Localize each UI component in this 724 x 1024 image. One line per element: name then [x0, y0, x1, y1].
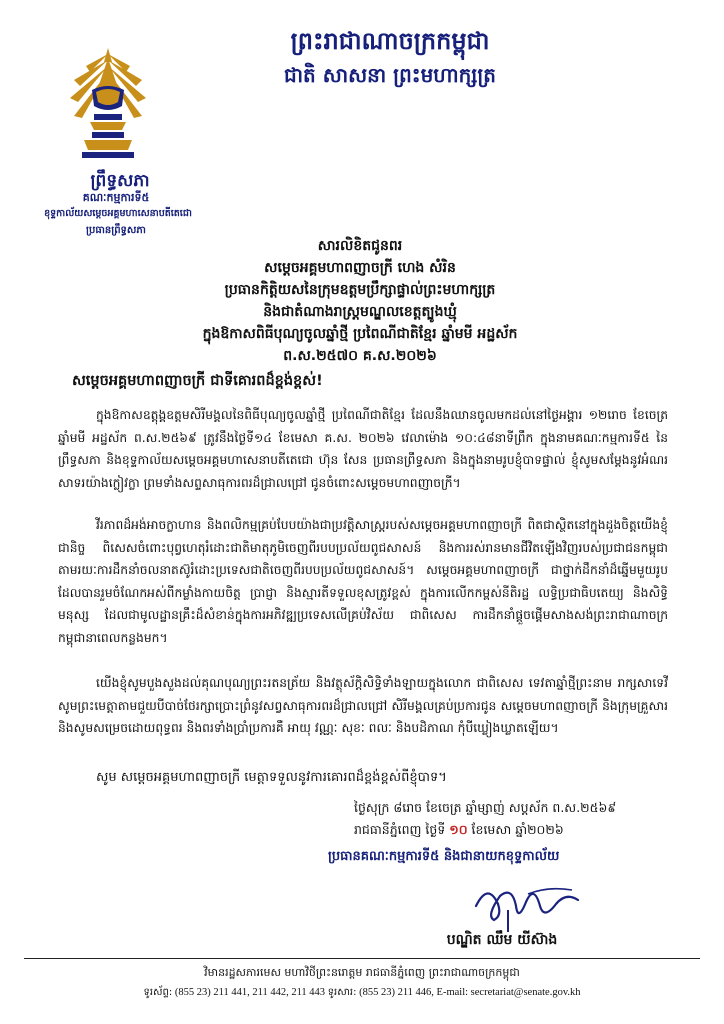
body-paragraph-1: ក្នុងឱកាសឧត្តុង្គឧត្តមសិរីមង្គលនៃពិធីបុណ្យចូលឆ្នាំថ្មី ប្រពៃណីជាតិខ្មែរ ដែលនឹងឈានចូលមកដល់នៅថ្ងៃអង្គារ ១២រោច ខែចេត្រ ឆ្នាំមមី អដ្ឋស័ក ព.ស.២៥៦៩ ត្រូវនឹងថ្ងៃទី១៤ ខែមេសា គ.ស. ២០២៦ វេលាម៉ោង ១០:៤៨នាទីព្រឹក ក្នុងនាមគណៈកម្មការទី៥ នៃព្រឹទ្ធសភា និងខុទ្ទកាល័យសម្ដេចអគ្គមហាសេនាបតីតេជោ ហ៊ុន សែន ប្រធានព្រឹទ្ធសភា និងក្នុងនាមរូបខ្ញុំបាទផ្ទាល់ ខ្ញុំសូមសម្ដែងនូវអំណរសាទរយ៉ាងក្លៀវក្លា ព្រមទាំងសព្ទសាធុការពរដ៏ជ្រាលជ្រៅ ជូនចំពោះសម្ដេចមហាពញាចក្រី។ — [58, 408, 668, 490]
office-label: ខុទ្ទកាល័យសម្ដេចអគ្គមហាសេនាបតីតេជោ — [44, 208, 192, 219]
national-motto: ជាតិ សាសនា ព្រះមហាក្សត្រ — [284, 63, 496, 87]
signer-name: បណ្ឌិត ឈឹម យីស៊ាង — [446, 932, 558, 948]
date-solar-suffix: ខែមេសា ឆ្នាំ២០២៦ — [471, 822, 564, 837]
senate-emblem-icon — [68, 44, 148, 160]
footer-address: វិមានរដ្ឋសភារមេស មហាវិថីព្រះនរោត្តម រាជធានីភ្នំពេញ ព្រះរាជាណាចក្រកម្ពុជា — [204, 966, 520, 979]
letter-heading-line3: ប្រធានកិត្តិយសនៃក្រុមឧត្តមប្រឹក្សាផ្ទាល់ព្រះមហាក្សត្រ — [224, 282, 496, 298]
senate-label: ព្រឹទ្ធសភា — [90, 171, 150, 191]
president-label: ប្រធានព្រឹទ្ធសភា — [86, 225, 146, 236]
letter-heading-line1: សារលិខិតជូនពរ — [317, 238, 403, 254]
handwritten-signature — [468, 876, 588, 934]
kingdom-title: ព្រះរាជាណាចក្រកម្ពុជា — [290, 27, 490, 55]
footer-divider — [24, 958, 700, 959]
body-paragraph-3: យើងខ្ញុំសូមបួងសួងដល់គុណបុណ្យព្រះរតនត្រ័យ និងវត្ថុស័ក្ដិសិទ្ធិទាំងឡាយក្នុងលោក ជាពិសេស ទេវតាឆ្នាំថ្មីព្រះនាម រាក្សសាទេវី សូមព្រះមេត្តាតាមជួយបីបាច់ថែរក្សាប្រោះព្រំនូវសព្វសាធុការពរដ៏ជ្រាលជ្រៅ សិរីមង្គលគ្រប់ប្រការជូន សម្ដេចមហាពញាចក្រី និងក្រុមគ្រួសារ និងសូមសម្រេចដោយពុទ្ធពរ និងពរទាំងប្រាំប្រការគឺ អាយុ វណ្ណៈ សុខៈ ពលៈ និងបដិភាណ កុំបីឃ្លៀងឃ្លាតឡើយ។ — [58, 676, 668, 735]
date-lunar: ថ្ងៃសុក្រ ៨រោច ខែចេត្រ ឆ្នាំម្សាញ់ សប្តស័ក ព.ស.២៥៦៩ — [354, 800, 617, 815]
closing-line: សូម សម្ដេចអគ្គមហាពញាចក្រី មេត្តាទទួលនូវការគោរពដ៏ខ្ពង់ខ្ពស់ពីខ្ញុំបាទ។ — [96, 770, 447, 785]
phone-numbers: (855 23) 211 441, 211 442, 211 443 — [174, 987, 326, 998]
letter-heading-line5: ក្នុងឱកាសពិធីបុណ្យចូលឆ្នាំថ្មី ប្រពៃណីជាតិខ្មែរ ឆ្នាំមមី អដ្ឋស័ក — [202, 326, 518, 342]
phone-label: ទូរស័ព្ទ: — [143, 987, 173, 998]
letter-heading-line6: ព.ស.២៥៧០ គ.ស.២០២៦ — [283, 348, 437, 364]
body-paragraph-2: វីរភាពដ៏អង់អាចក្លាហាន និងពលិកម្មគ្រប់បែបយ៉ាងជាប្រវត្តិសាស្ត្ររបស់សម្ដេចអគ្គមហាពញាចក្រី ពិតជាស្ថិតនៅក្នុងដួងចិត្តយើងខ្ញុំជានិច្ច ពិសេសចំពោះបុព្វហេតុរំដោះជាតិមាតុភូមិចេញពីរបបប្រល័យពូជសាសន៍ និងការរស់រានមានជីវិតឡើងវិញរបស់ប្រជាជនកម្ពុជា តាមរយៈការដឹកនាំចលនាតស៊ូរំដោះប្រទេសជាតិចេញពីរបបប្រល័យពូជសាសន៍។ សម្ដេចអគ្គមហាពញាចក្រី ជាថ្នាក់ដឹកនាំដ៏ឆ្នើមមួយរូប ដែលបានរួមចំណែកអស់ពីកម្លាំងកាយចិត្ត ប្រាជ្ញា និងស្មារតីទទួលខុសត្រូវខ្ពស់ ក្នុងការលើកកម្ពស់នីតិរដ្ឋ លទ្ធិប្រជាធិបតេយ្យ និងសិទ្ធិមនុស្ស ដែលជាមូលដ្ឋានគ្រឹះដ៏សំខាន់ក្នុងការអភិវឌ្ឍប្រទេសលើគ្រប់វិស័យ ជាពិសេស ការដឹកនាំផ្ដួចផ្ដើមសាងសង់ព្រះរាជាណាចក្រកម្ពុជានាពេលកន្លងមក។ — [58, 518, 668, 645]
salutation: សម្ដេចអគ្គមហាពញាចក្រី ជាទីគោរពដ៏ខ្ពង់ខ្ពស់! — [72, 373, 323, 389]
fax-label: ទូរសារ: — [327, 987, 357, 998]
date-solar — [354, 822, 674, 841]
commission-label: គណៈកម្មការទី៥ — [82, 191, 150, 204]
date-solar-day: ១០ — [449, 822, 468, 837]
fax-and-email: (855 23) 211 446, E-mail: secretariat@senate.gov.kh — [359, 987, 581, 998]
letter-heading-line2: សម្ដេចអគ្គមហាពញាចក្រី ហេង សំរិន — [264, 260, 456, 276]
date-solar-prefix: រាជធានីភ្នំពេញ ថ្ងៃទី — [354, 822, 446, 837]
footer-contact — [36, 985, 688, 1000]
signer-title: ប្រធានគណៈកម្មការទី៥ និងជានាយកខុទ្ទកាល័យ — [328, 849, 560, 864]
letter-heading-line4: និងជាតំណាងរាស្ត្រមណ្ឌលខេត្តត្បូងឃ្មុំ — [263, 304, 457, 320]
